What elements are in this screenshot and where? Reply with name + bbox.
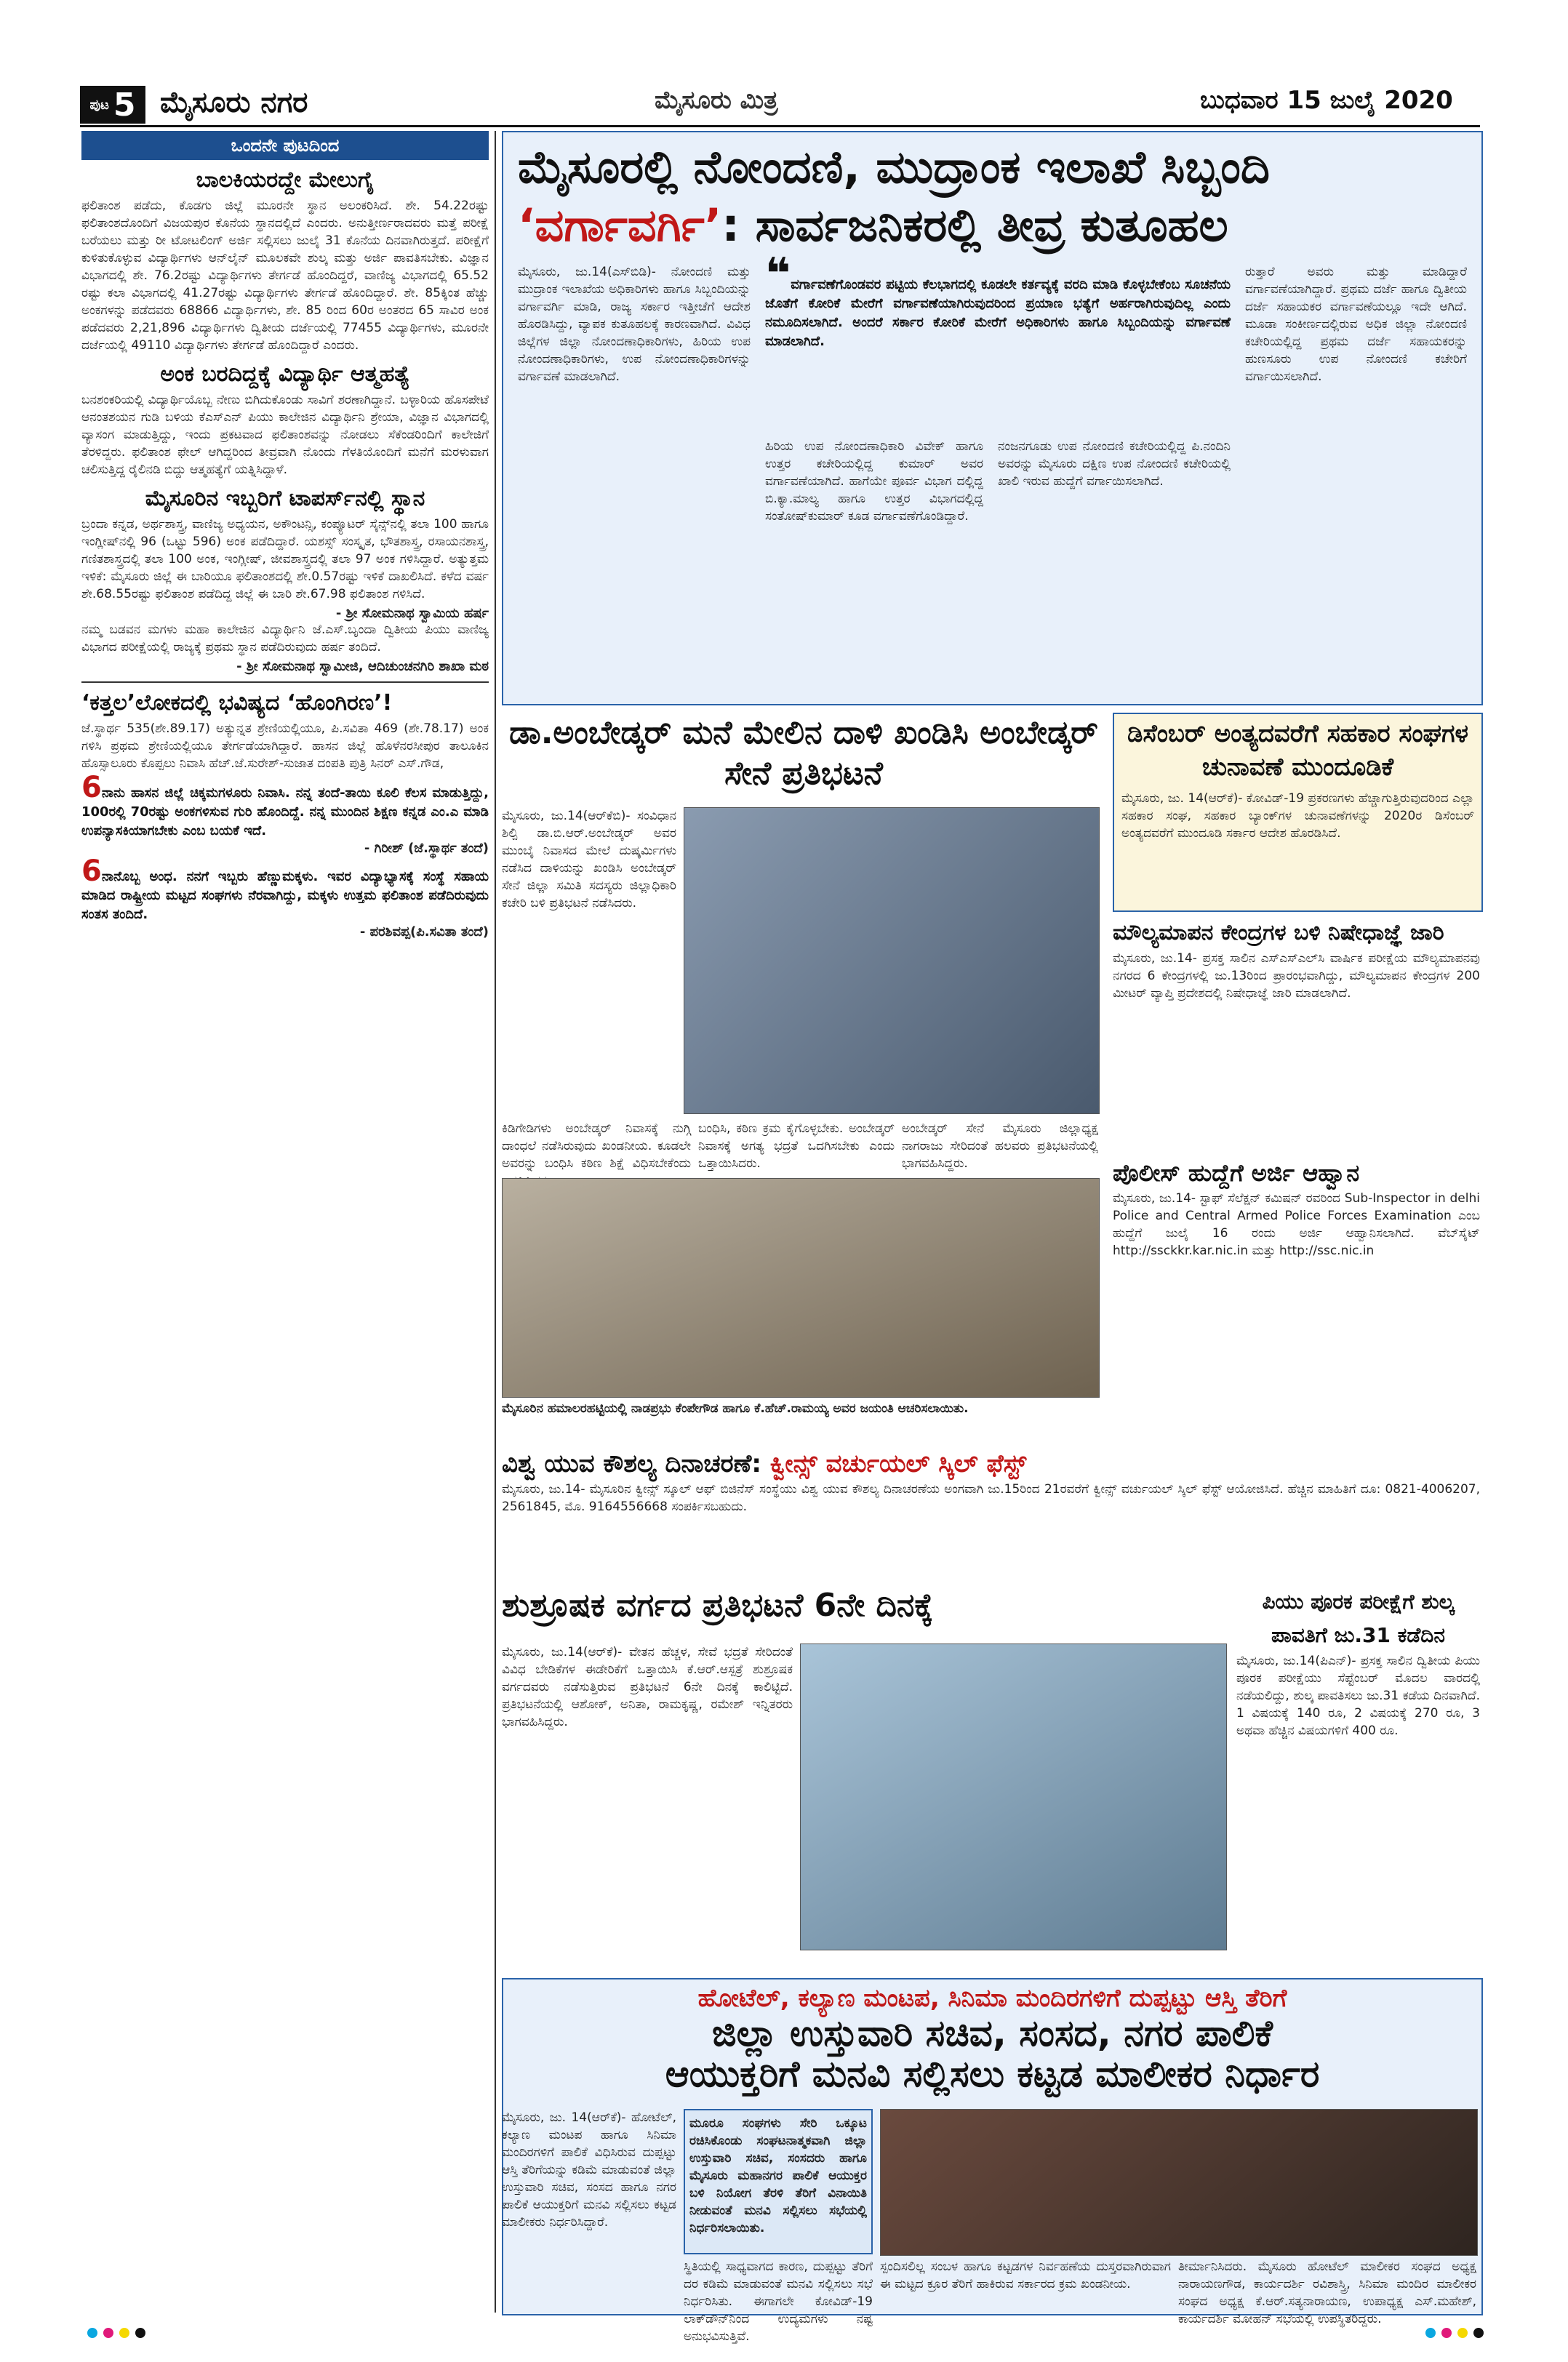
ambedkar-story [502,713,1105,1440]
lead-headline-1: ಮೈಸೂರಲ್ಲಿ ನೋಂದಣಿ, ಮುದ್ರಾಂಕ ಇಲಾಖೆ ಸಿಬ್ಬಂದಿ [518,140,1270,193]
yellow-dot [119,2328,129,2338]
ambedkar-body-4: ಅಂಬೇಡ್ಕರ್ ಸೇನೆ ಮೈಸೂರು ಜಿಲ್ಲಾಧ್ಯಕ್ಷ ನಾಗರಾಜು ಸೇರಿದಂತೆ ಹಲವರು ಪ್ರತಿಭಟನೆಯಲ್ಲಿ ಭಾಗವಹಿಸಿದ್ದರು. [902,1121,1098,1171]
article-body [81,516,489,603]
print-registration-dots-left [87,2327,151,2341]
cooperative-story [1113,713,1483,912]
bottom-kicker: ಹೋಟೆಲ್, ಕಲ್ಯಾಣ ಮಂಟಪ, ಸಿನಿಮಾ ಮಂದಿರಗಳಿಗೆ ದುಪ್ಪಟ್ಟು ಆಸ್ತಿ ತೆರಿಗೆ [697,1984,1287,2013]
police-headline: ಪೊಲೀಸ್ ಹುದ್ದೆಗೆ ಅರ್ಜಿ ಆಹ್ವಾನ [1113,1159,1360,1187]
article-body [81,391,489,479]
edition-date: ಬುಧವಾರ 15 ಜುಲೈ 2020 [1200,86,1453,115]
page-number-badge [80,86,145,124]
evaluation-body: ಮೈಸೂರು, ಜು.14- ಪ್ರಸಕ್ತ ಸಾಲಿನ ಎಸ್‌ಎಸ್‌ಎಲ್‌ಸಿ ವಾರ್ಷಿಕ ಪರೀಕ್ಷೆಯ ಮೌಲ್ಯಮಾಪನವು ನಗರದ 6 ಕೇಂದ್ರಗಳಲ್ಲಿ ಜು.13ರಿಂದ ಪ್ರಾರಂಭವಾಗಿದ್ದು, ಮೌಲ್ಯಮಾಪನ ಕೇಂದ್ರಗಳ 200 ಮೀಟರ್ ವ್ಯಾಪ್ತಿ ಪ್ರದೇಶದಲ್ಲಿ ನಿಷೇಧಾಜ್ಞೆ ಜಾರಿ ಮಾಡಲಾಗಿದೆ. [1113,951,1480,1001]
bottom-column-1: ಮೈಸೂರು, ಜು. 14(ಆರ್‌ಕೆ)- ಹೋಟೆಲ್, ಕಲ್ಯಾಣ ಮಂಟಪ ಹಾಗೂ ಸಿನಿಮಾ ಮಂದಿರಗಳಿಗೆ ಪಾಲಿಕೆ ವಿಧಿಸಿರುವ ದುಪ್ಪಟ್ಟು ಆಸ್ತಿ ತೆರಿಗೆಯನ್ನು ಕಡಿಮೆ ಮಾಡುವಂತೆ ಜಿಲ್ಲಾ ಉಸ್ತುವಾರಿ ಸಚಿವ, ಸಂಸದ ಹಾಗೂ ನಗರ ಪಾಲಿಕೆ ಆಯುಕ್ತರಿಗೆ ಮನವಿ ಸಲ್ಲಿಸಲು ಕಟ್ಟಡ ಮಾಲೀಕರು ನಿರ್ಧರಿಸಿದ್ದಾರೆ. [502,2110,676,2230]
magenta-dot [1441,2328,1452,2338]
ambedkar-body-3: ಬಂಧಿಸಿ, ಕಠಿಣ ಕ್ರಮ ಕೈಗೊಳ್ಳಬೇಕು. ಅಂಬೇಡ್ಕರ್ ನಿವಾಸಕ್ಕೆ ಅಗತ್ಯ ಭದ್ರತೆ ಒದಗಿಸಬೇಕು ಎಂದು ಒತ್ತಾಯಿಸಿದರು. [698,1121,895,1171]
skills-story [502,1447,1480,1571]
ambedkar-body-2: ಕಿಡಿಗೇಡಿಗಳು ಅಂಬೇಡ್ಕರ್ ನಿವಾಸಕ್ಕೆ ನುಗ್ಗಿ ದಾಂಧಲೆ ನಡೆಸಿರುವುದು ಖಂಡನೀಯ. ಕೂಡಲೇ ಅವರನ್ನು ಬಂಧಿಸಿ ಕಠಿಣ ಶಿಕ್ಷೆ ವಿಧಿಸಬೇಕೆಂದು [502,1121,691,1171]
header-rule [80,125,1480,127]
article-heading: ಬಾಲಕಿಯರದ್ದೇ ಮೇಲುಗೈ [196,167,375,193]
lead-headline-rest: : ಸಾರ್ವಜನಿಕರಲ್ಲಿ ತೀವ್ರ ಕುತೂಹಲ [721,199,1228,252]
skills-headline-text: ವಿಶ್ವ ಯುವ ಕೌಶಲ್ಯ ದಿನಾಚರಣೆ: [502,1449,761,1478]
cooperative-headline: ಡಿಸೆಂಬರ್ ಅಂತ್ಯದವರೆಗೆ ಸಹಕಾರ ಸಂಘಗಳ ಚುನಾವಣೆ ಮುಂದೂಡಿಕೆ [1127,719,1468,782]
column-divider [495,131,496,2313]
article-body [81,197,489,354]
nurses-photo [800,1644,1227,1950]
cooperative-body: ಮೈಸೂರು, ಜು. 14(ಆರ್‌ಕೆ)- ಕೋವಿಡ್-19 ಪ್ರಕರಣಗಳು ಹೆಚ್ಚಾಗುತ್ತಿರುವುದರಿಂದ ಎಲ್ಲಾ ಸಹಕಾರ ಸಂಘ, ಸಹಕಾರ ಬ್ಯಾಂಕ್‌ಗಳ ಚುನಾವಣೆಗಳನ್ನು 2020ರ ಡಿಸೆಂಬರ್ ಅಂತ್ಯದವರೆಗೆ ಮುಂದೂಡಿ ಸರ್ಕಾರ ಆದೇಶ ಹೊರಡಿಸಿದೆ. [1121,791,1474,841]
lead-story [502,131,1483,705]
quote-block [81,771,489,841]
paragraph: ನಮ್ಮ ಬಡವನ ಮಗಳು ಮಹಾ ಕಾಲೇಜಿನ ವಿದ್ಯಾರ್ಥಿನಿ ಜೆ.ಎಸ್.ಬೃಂದಾ ದ್ವಿತೀಯ ಪಿಯು ವಾಣಿಜ್ಯ ವಿಭಾಗದ ಪರೀಕ್ಷೆಯಲ್ಲಿ ರಾಜ್ಯಕ್ಕೆ ಪ್ರಥಮ ಸ್ಥಾನ ಪಡೆದಿರುವುದು ಹರ್ಷ ತಂದಿದೆ. [81,622,489,654]
quote-block [81,854,489,924]
quote-text: ನಾನು ಹಾಸನ ಜಿಲ್ಲೆ ಚಿಕ್ಕಮಗಳೂರು ನಿವಾಸಿ. ನನ್ನ ತಂದೆ-ತಾಯಿ ಕೂಲಿ ಕೆಲಸ ಮಾಡುತ್ತಿದ್ದು, 100ರಲ್ಲಿ 70ರಷ್ಟು ಅಂಕಗಳಿಸುವ ಗುರಿ ಹೊಂದಿದ್ದೆ. ನನ್ನ ಮುಂದಿನ ಶಿಕ್ಷಣ ಕನ್ನಡ ಎಂ.ಎ ಮಾಡಿ ಉಪನ್ಯಾಸಕಿಯಾಗಬೇಕು ಎಂಬ ಬಯಕೆ ಇದೆ. [81,785,489,838]
skills-headline-highlight: ಕ್ವೀನ್ಸ್ ವರ್ಚುಯಲ್ ಸ್ಕಿಲ್ ಫೆಸ್ಟ್ [769,1449,1027,1478]
lead-column-2: ಹಿರಿಯ ಉಪ ನೋಂದಣಾಧಿಕಾರಿ ವಿವೇಕ್ ಹಾಗೂ ಉತ್ತರ ಕಚೇರಿಯಲ್ಲಿದ್ದ ಕುಮಾರ್ ಅವರ ವರ್ಗಾವಣೆಯಾಗಿದೆ. ಹಾಗೆಯೇ ಪೂರ್ವ ವಿಭಾಗ ದಲ್ಲಿದ್ದ ಬಿ.ಕ್ಯಾ.ಮಾಲ್ಯ ಹಾಗೂ ಉತ್ತರ ವಿಭಾಗದಲ್ಲಿದ್ದ ಸಂತೋಷ್‌ಕುಮಾರ್ ಕೂಡ ವರ್ಗಾವಣೆಗೊಂಡಿದ್ದಾರೆ. [765,439,983,524]
paragraph: ಬ್ರಂದಾ ಕನ್ನಡ, ಅರ್ಥಶಾಸ್ತ್ರ, ವಾಣಿಜ್ಯ ಅಧ್ಯಯನ, ಅಕೌಂಟನ್ಸಿ, ಕಂಪ್ಯೂಟರ್ ಸೈನ್ಸ್‌ನಲ್ಲಿ ತಲಾ 100 ಹಾಗೂ ಇಂಗ್ಲೀಷ್‌ನಲ್ಲಿ 96 (ಒಟ್ಟು 596) ಅಂಕ ಪಡೆದಿದ್ದಾರೆ. ಯಶಸ್ಸ್ ಸಂಸ್ಕೃತ, ಭೌತಶಾಸ್ತ್ರ, ರಸಾಯನಶಾಸ್ತ್ರ, ಗಣಿತಶಾಸ್ತ್ರದಲ್ಲಿ ತಲಾ 100 ಅಂಕ, ಇಂಗ್ಲೀಷ್, ಜೀವಶಾಸ್ತ್ರದಲ್ಲಿ ತಲಾ 97 ಅಂಕ ಗಳಿಸಿದ್ದಾರೆ. ಅತ್ಯುತ್ತಮ ಇಳಿಕೆ: ಮೈಸೂರು ಜಿಲ್ಲೆ ಈ ಬಾರಿಯೂ ಫಲಿತಾಂಶದಲ್ಲಿ ಶೇ.0.57ರಷ್ಟು ಇಳಿಕೆ ದಾಖಲಿಸಿದೆ. ಕಳೆದ ವರ್ಷ ಶೇ.68.55ರಷ್ಟು ಫಲಿತಾಂಶ ಪಡೆದಿದ್ದ ಜಿಲ್ಲೆ ಈ ಬಾರಿ ಶೇ.67.98 ಫಲಿತಾಂಶ ಗಳಿಸಿದೆ. [81,517,489,601]
quote-text: ನಾನೊಬ್ಬ ಅಂಧ. ನನಗೆ ಇಬ್ಬರು ಹೆಣ್ಣುಮಕ್ಕಳು. ಇವರ ವಿದ್ಯಾಭ್ಯಾಸಕ್ಕೆ ಸಂಸ್ಥೆ ಸಹಾಯ ಮಾಡಿದ ರಾಷ್ಟ್ರೀಯ ಮಟ್ಟದ ಸಂಘಗಳು ನೆರವಾಗಿದ್ದು, ಮಕ್ಕಳು ಉತ್ತಮ ಫಲಿತಾಂಶ ಪಡೆದಿರುವುದು ಸಂತಸ ತಂದಿದೆ. [81,869,489,922]
police-story [1113,1156,1480,1440]
jayanti-photo [502,1178,1100,1398]
quote-mark-icon: ❝ [765,249,791,300]
article-heading: ಅಂಕ ಬರದಿದ್ದಕ್ಕೆ ವಿದ್ಯಾರ್ಥಿ ಆತ್ಮಹತ್ಯೆ [160,361,410,387]
continued-box-title: ಒಂದನೇ ಪುಟದಿಂದ [81,131,489,160]
signature: - ಶ್ರೀ ಸೋಮನಾಥ ಸ್ವಾಮೀಜಿ, ಆದಿಚುಂಚನಗಿರಿ ಶಾಖಾ ಮಠ [236,659,489,674]
paragraph: ಬನಶಂಕರಿಯಲ್ಲಿ ವಿದ್ಯಾರ್ಥಿಯೊಬ್ಬ ನೇಣು ಬಿಗಿದುಕೊಂಡು ಸಾವಿಗೆ ಶರಣಾಗಿದ್ದಾನೆ. ಬಳ್ಳಾರಿಯ ಹೊಸಪೇಟೆ ಆನಂತಶಯನ ಗುಡಿ ಬಳಿಯ ಕೆಎಸ್‌ಎನ್ ಪಿಯು ಕಾಲೇಜಿನ ವಿದ್ಯಾರ್ಥಿನಿ ಶ್ರೇಯಾ, ವಿಜ್ಞಾನ ವಿಭಾಗದಲ್ಲಿ ವ್ಯಾಸಂಗ ಮಾಡುತ್ತಿದ್ದು, ಇಂದು ಪ್ರಕಟವಾದ ಫಲಿತಾಂಶವನ್ನು ನೋಡಲು ಸೆಕೆಂಡರಿಂದಿಗೆ ಕಾಲೇಜಿಗೆ ತೆರಳಿದ್ದರು. ಫಲಿತಾಂಶ ಫೇಲ್ ಆಗಿದ್ದರಿಂದ ತೀವ್ರವಾಗಿ ನೊಂದು ಗೆಳತಿಯೊಂದಿಗೆ ಮನೆಗೆ ಮರಳುವಾಗ ಚಲಿಸುತ್ತಿದ್ದ ರೈಲಿನಡಿ ಬಿದ್ದು ಆತ್ಮಹತ್ಯೆಗೆ ಯತ್ನಿಸಿದ್ದಾಳೆ. [81,393,489,477]
paragraph: ಜೆ.ಸ್ಥಾರ್ಥ 535(ಶೇ.89.17) ಅತ್ಯುನ್ನತ ಶ್ರೇಣಿಯಲ್ಲಿಯೂ, ಪಿ.ಸವಿತಾ 469 (ಶೇ.78.17) ಅಂಕ ಗಳಿಸಿ ಪ್ರಥಮ ಶ್ರೇಣಿಯಲ್ಲಿಯೂ ತೇರ್ಗಡೆಯಾಗಿದ್ದಾರೆ. ಹಾಸನ ಜಿಲ್ಲೆ ಹೊಳೆನರಸೀಪುರ ತಾಲೂಕಿನ ಹೊಸ್ಸಾಲೂರು ಕೊಪ್ಪಲು ನಿವಾಸಿ ಹೆಚ್.ಜೆ.ಸುರೇಶ್-ಸುಜಾತ ದಂಪತಿ ಪುತ್ರಿ ಸಿನರ್ ಎಸ್.ಗೌಡ, [81,721,489,771]
signature: - ಗಿರೀಶ್ (ಜೆ.ಸ್ಥಾರ್ಥ ತಂದೆ) [364,841,489,856]
protest-photo [684,807,1100,1114]
magenta-dot [103,2328,113,2338]
puc-story [1236,1585,1480,1963]
photo-caption: ಮೈಸೂರಿನ ಹಮಾಲರಹಟ್ಟಿಯಲ್ಲಿ ನಾಡಪ್ರಭು ಕೆಂಪೇಗೌಡ ಹಾಗೂ ಕೆ.ಹೆಚ್.ರಾಮಯ್ಯ ಅವರ ಜಯಂತಿ ಆಚರಿಸಲಾಯಿತು. [502,1401,969,1416]
article-heading: ‘ಕತ್ತಲ’ಲೋಕದಲ್ಲಿ ಭವಿಷ್ಯದ ‘ಹೊಂಗಿರಣ’! [81,690,393,716]
paragraph: ಫಲಿತಾಂಶ ಪಡೆದು, ಕೊಡಗು ಜಿಲ್ಲೆ ಮೂರನೇ ಸ್ಥಾನ ಅಲಂಕರಿಸಿದೆ. ಶೇ. 54.22ರಷ್ಟು ಫಲಿತಾಂಶದೊಂದಿಗೆ ವಿಜಯಪುರ ಕೊನೆಯ ಸ್ಥಾನದಲ್ಲಿದೆ ಎಂದರು. ಅನುತ್ತೀರ್ಣರಾದವರು ಮತ್ತೆ ಪರೀಕ್ಷೆ ಬರೆಯಲು ಮತ್ತು ರೀ ಟೋಟಲಿಂಗ್ ಅರ್ಜಿ ಸಲ್ಲಿಸಲು ಜುಲೈ 31 ಕೊನೆಯ ದಿನವಾಗಿರುತ್ತದೆ. ಪರೀಕ್ಷೆಗೆ ಕುಳಿತುಕೊಳ್ಳುವ ವಿದ್ಯಾರ್ಥಿಗಳು ಆನ್‌ಲೈನ್ ಮೂಲಕವೇ ಶುಲ್ಕ ಮತ್ತು ಅರ್ಜಿ ಪಾವತಿಸಬೇಕು. ವಿಜ್ಞಾನ ವಿಭಾಗದಲ್ಲಿ ಶೇ. 76.2ರಷ್ಟು ವಿದ್ಯಾರ್ಥಿಗಳು ತೇರ್ಗಡೆ ಹೊಂದಿದ್ದರೆ, ವಾಣಿಜ್ಯ ವಿಭಾಗದಲ್ಲಿ 65.52 ರಷ್ಟು ಕಲಾ ವಿಭಾಗದಲ್ಲಿ 41.27ರಷ್ಟು ವಿದ್ಯಾರ್ಥಿಗಳು ತೇರ್ಗಡೆ ಹೊಂದಿದ್ದಾರೆ. ಶೇ. 85ಕ್ಕಿಂತ ಹೆಚ್ಚು ಅಂಕಗಳನ್ನು ಪಡೆದವರು 68866 ವಿದ್ಯಾರ್ಥಿಗಳು, ಶೇ. 85 ರಿಂದ 60ರ ಅಂತರದ 65 ಸಾವಿರ ಅಂಕ ಪಡೆದವರು 2,21,896 ವಿದ್ಯಾರ್ಥಿಗಳು ದ್ವಿತೀಯ ದರ್ಜೆಯಲ್ಲಿ 77455 ವಿದ್ಯಾರ್ಥಿಗಳು, ಮೂರನೇ ದರ್ಜೆಯಲ್ಲಿ 49110 ವಿದ್ಯಾರ್ಥಿಗಳು ತೇರ್ಗಡೆ ಹೊಂದಿದ್ದಾರೆ ಎಂದರು. [81,199,489,353]
article-body [81,621,489,656]
masthead: ಮೈಸೂರು ಮಿತ್ರ [655,86,778,115]
page-number: 5 [113,86,136,124]
evaluation-story [1113,916,1480,1149]
puc-headline: ಪಿಯು ಪೂರಕ ಪರೀಕ್ಷೆಗೆ ಶುಲ್ಕ ಪಾವತಿಗೆ ಜು.31 ಕಡೆದಿನ [1262,1590,1455,1647]
signature: - ಪರಶಿವಪ್ಪ(ಪಿ.ಸವಿತಾ ತಂದೆ) [359,924,489,940]
section-title: ಮೈಸೂರು ನಗರ [160,86,308,119]
cyan-dot [87,2328,97,2338]
nurses-body: ಮೈಸೂರು, ಜು.14(ಆರ್‌ಕೆ)- ವೇತನ ಹೆಚ್ಚಳ, ಸೇವೆ ಭದ್ರತೆ ಸೇರಿದಂತೆ ವಿವಿಧ ಬೇಡಿಕೆಗಳ ಈಡೇರಿಕೆಗೆ ಒತ್ತಾಯಿಸಿ ಕೆ.ಆರ್.ಆಸ್ಪತ್ರೆ ಶುಶ್ರೂಷಕ ವರ್ಗದವರು ನಡೆಸುತ್ತಿರುವ ಪ್ರತಿಭಟನೆ 6ನೇ ದಿನಕ್ಕೆ ಕಾಲಿಟ್ಟಿದೆ. ಪ್ರತಿಭಟನೆಯಲ್ಲಿ ಆಶೋಕ್, ಅನಿತಾ, ರಾಮಕೃಷ್ಣ, ರಮೇಶ್ ಇನ್ನಿತರರು ಭಾಗವಹಿಸಿದ್ದರು. [502,1645,793,1729]
black-dot [1473,2328,1484,2338]
page-label: ಪುಟ [89,97,109,113]
ambedkar-body-1: ಮೈಸೂರು, ಜು.14(ಆರ್‌ಕೆಬಿ)- ಸಂವಿಧಾನ ಶಿಲ್ಪಿ ಡಾ.ಬಿ.ಆರ್.ಅಂಬೇಡ್ಕರ್ ಅವರ ಮುಂಬೈ ನಿವಾಸದ ಮೇಲೆ ದುಷ್ಕರ್ಮಿಗಳು ನಡೆಸಿದ ದಾಳಿಯನ್ನು ಖಂಡಿಸಿ ಅಂಬೇಡ್ಕರ್ ಸೇನೆ ಜಿಲ್ಲಾ ಸಮಿತಿ ಸದಸ್ಯರು ಜಿಲ್ಲಾಧಿಕಾರಿ ಕಚೇರಿ ಬಳಿ ಪ್ರತಿಭಟನೆ ನಡೆಸಿದರು. [502,809,676,910]
skills-headline [502,1447,1480,1481]
lead-headline-highlight: ‘ವರ್ಗಾವರ್ಗಿ’ [518,199,722,252]
nurses-story [502,1585,1229,1963]
lead-column-4: ರುತ್ತಾರೆ ಅವರು ಮತ್ತು ಮಾಡಿದ್ದಾರೆ ವರ್ಗಾವಣೆಯಾಗಿದ್ದಾರೆ. ಪ್ರಥಮ ದರ್ಜೆ ಹಾಗೂ ದ್ವಿತೀಯ ದರ್ಜೆ ಸಹಾಯಕರ ವರ್ಗಾವಣೆಯಲ್ಲೂ ಇದೇ ಆಗಿದೆ. ಮೂಡಾ ಸಂಕೀರ್ಣದಲ್ಲಿರುವ ಅಧಿಕ ಜಿಲ್ಲಾ ನೋಂದಣಿ ಕಚೇರಿಯಲ್ಲಿದ್ದ ಪ್ರಥಮ ದರ್ಜೆ ಸಹಾಯಕರನ್ನು ಹುಣಸೂರು ಉಪ ನೋಂದಣಿ ಕಚೇರಿಗೆ ವರ್ಗಾಯಿಸಲಾಗಿದೆ. [1245,265,1467,384]
police-body: ಮೈಸೂರು, ಜು.14- ಸ್ಟಾಫ್ ಸೆಲೆಕ್ಷನ್ ಕಮಿಷನ್ ರವರಿಂದ Sub-Inspector in delhi Police and Central Armed Police Forces Examination ಎಂಬ ಹುದ್ದೆಗೆ ಜುಲೈ 16 ರಂದು ಅರ್ಜಿ ಆಹ್ವಾನಿಸಲಾಗಿದೆ. ವೆಬ್‌ಸೈಟ್ http://ssckkr.kar.nic.in ಮತ್ತು http://ssc.nic.in [1113,1191,1480,1258]
lead-pull-quote [765,249,1231,431]
left-column [81,131,489,2313]
signature: - ಶ್ರೀ ಸೋಮನಾಥ ಸ್ವಾಮಿಯ ಹರ್ಷ [335,606,489,621]
cyan-dot [1425,2328,1436,2338]
meeting-photo [880,2109,1478,2256]
photo-caption-2: ತೀರ್ಮಾನಿಸಿದರು. ಮೈಸೂರು ಹೋಟೆಲ್ ಮಾಲೀಕರ ಸಂಘದ ಅಧ್ಯಕ್ಷ ನಾರಾಯಣಗೌಡ, ಕಾರ್ಯದರ್ಶಿ ರವಿಶಾಸ್ತ್ರಿ, ಸಿನಿಮಾ ಮಂದಿರ ಮಾಲೀಕರ ಸಂಘದ ಅಧ್ಯಕ್ಷ ಕೆ.ಆರ್.ಸತ್ಯನಾರಾಯಣ, ಉಪಾಧ್ಯಕ್ಷ ಎಸ್.ಮಹೇಶ್, ಕಾರ್ಯದರ್ಶಿ ಮೋಹನ್ ಸಭೆಯಲ್ಲಿ ಉಪಸ್ಥಿತರಿದ್ದರು. [1178,2259,1476,2326]
puc-body: ಮೈಸೂರು, ಜು.14(ಪಿಎನ್)- ಪ್ರಸಕ್ತ ಸಾಲಿನ ದ್ವಿತೀಯ ಪಿಯು ಪೂರಕ ಪರೀಕ್ಷೆಯು ಸೆಪ್ಟೆಂಬರ್ ಮೊದಲ ವಾರದಲ್ಲಿ ನಡೆಯಲಿದ್ದು, ಶುಲ್ಕ ಪಾವತಿಸಲು ಜು.31 ಕಡೆಯ ದಿನವಾಗಿದೆ. 1 ವಿಷಯಕ್ಕೆ 140 ರೂ, 2 ವಿಷಯಕ್ಕೆ 270 ರೂ, 3 ಅಥವಾ ಹೆಚ್ಚಿನ ವಿಷಯಗಳಿಗೆ 400 ರೂ. [1236,1654,1480,1738]
skills-body: ಮೈಸೂರು, ಜು.14- ಮೈಸೂರಿನ ಕ್ವೀನ್ಸ್ ಸ್ಕೂಲ್ ಆಫ್ ಬಿಜಿನೆಸ್ ಸಂಸ್ಥೆಯು ವಿಶ್ವ ಯುವ ಕೌಶಲ್ಯ ದಿನಾಚರಣೆಯ ಅಂಗವಾಗಿ ಜು.15ರಿಂದ 21ರವರೆಗೆ ಕ್ವೀನ್ಸ್ ವರ್ಚುಯಲ್ ಸ್ಕಿಲ್ ಫೆಸ್ಟ್ ಆಯೋಜಿಸಿದೆ. ಹೆಚ್ಚಿನ ಮಾಹಿತಿಗೆ ದೂ: 0821-4006207, 2561845, ಮೊ. 9164556668 ಸಂಪರ್ಕಿಸಬಹುದು. [502,1482,1480,1514]
lead-column-3: ನಂಜನಗೂಡು ಉಪ ನೋಂದಣಿ ಕಚೇರಿಯಲ್ಲಿದ್ದ ಪಿ.ನಂದಿನಿ ಅವರನ್ನು ಮೈಸೂರು ದಕ್ಷಿಣ ಉಪ ನೋಂದಣಿ ಕಚೇರಿಯಲ್ಲಿ ಖಾಲಿ ಇರುವ ಹುದ್ದೆಗೆ ವರ್ಗಾಯಿಸಲಾಗಿದೆ. [998,439,1231,489]
black-dot [135,2328,145,2338]
bottom-highlight-box [684,2109,873,2254]
print-registration-dots-right [1425,2327,1489,2341]
photo-caption-1: ಸ್ಪಂದಿಸಲಿಲ್ಲ ಸಂಬಳ ಹಾಗೂ ಕಟ್ಟಡಗಳ ನಿರ್ವಹಣೆಯ ದುಸ್ತರವಾಗಿರುವಾಗ ಈ ಮಟ್ಟದ ಕ್ರೂರ ತೆರಿಗೆ ಹಾಕಿರುವ ಸರ್ಕಾರದ ಕ್ರಮ ಖಂಡನೀಯ. [880,2259,1171,2291]
evaluation-headline: ಮೌಲ್ಯಮಾಪನ ಕೇಂದ್ರಗಳ ಬಳಿ ನಿಷೇಧಾಜ್ಞೆ ಜಾರಿ [1113,920,1444,945]
bottom-headline-1: ಜಿಲ್ಲಾ ಉಸ್ತುವಾರಿ ಸಚಿವ, ಸಂಸದ, ನಗರ ಪಾಲಿಕೆ [712,2012,1273,2054]
highlight-box-text: ಮೂರೂ ಸಂಘಗಳು ಸೇರಿ ಒಕ್ಕೂಟ ರಚಿಸಿಕೊಂಡು ಸಂಘಟನಾತ್ಮಕವಾಗಿ ಜಿಲ್ಲಾ ಉಸ್ತುವಾರಿ ಸಚಿವ, ಸಂಸದರು ಹಾಗೂ ಮೈಸೂರು ಮಹಾನಗರ ಪಾಲಿಕೆ ಆಯುಕ್ತರ ಬಳಿ ನಿಯೋಗ ತೆರಳಿ ತೆರಿಗೆ ವಿನಾಯಿತಿ ನೀಡುವಂತೆ ಮನವಿ ಸಲ್ಲಿಸಲು ಸಭೆಯಲ್ಲಿ ನಿರ್ಧರಿಸಲಾಯಿತು. [689,2116,867,2235]
yellow-dot [1457,2328,1468,2338]
bottom-column-2: ಸ್ಥಿತಿಯಲ್ಲಿ ಸಾಧ್ಯವಾಗದ ಕಾರಣ, ದುಪ್ಪಟ್ಟು ತೆರಿಗೆ ದರ ಕಡಿಮೆ ಮಾಡುವಂತೆ ಮನವಿ ಸಲ್ಲಿಸಲು ಸಭೆ ನಿರ್ಧರಿಸಿತು. ಈಗಾಗಲೇ ಕೋವಿಡ್-19 ಲಾಕ್‌ಡೌನ್‌ನಿಂದ ಉದ್ಯಮಗಳು ನಷ್ಟ ಅನುಭವಿಸುತ್ತಿವೆ. [684,2259,873,2344]
ambedkar-headline: ಡಾ.ಅಂಬೇಡ್ಕರ್ ಮನೆ ಮೇಲಿನ ದಾಳಿ ಖಂಡಿಸಿ ಅಂಬೇಡ್ಕರ್ ಸೇನೆ ಪ್ರತಿಭಟನೆ [509,714,1098,792]
article-body [81,720,489,772]
article-heading: ಮೈಸೂರಿನ ಇಬ್ಬರಿಗೆ ಟಾಪರ್ಸ್‌ನಲ್ಲಿ ಸ್ಥಾನ [145,486,425,511]
lead-column-1: ಮೈಸೂರು, ಜು.14(ಎಸ್‌ಬಿಡಿ)- ನೋಂದಣಿ ಮತ್ತು ಮುದ್ರಾಂಕ ಇಲಾಖೆಯ ಅಧಿಕಾರಿಗಳು ಹಾಗೂ ಸಿಬ್ಬಂದಿಯನ್ನು ವರ್ಗಾವರ್ಗಿ ಮಾಡಿ, ರಾಜ್ಯ ಸರ್ಕಾರ ಇತ್ತೀಚೆಗೆ ಆದೇಶ ಹೊರಡಿಸಿದ್ದು, ವ್ಯಾಪಕ ಕುತೂಹಲಕ್ಕೆ ಕಾರಣವಾಗಿದೆ. ವಿವಿಧ ಜಿಲ್ಲೆಗಳ ಜಿಲ್ಲಾ ನೋಂದಣಾಧಿಕಾರಿಗಳು, ಹಿರಿಯ ಉಪ ನೋಂದಣಾಧಿಕಾರಿಗಳು, ಉಪ ನೋಂದಣಾಧಿಕಾರಿಗಳನ್ನು ವರ್ಗಾವಣೆ ಮಾಡಲಾಗಿದೆ. [518,265,751,384]
nurses-headline: ಶುಶ್ರೂಷಕ ವರ್ಗದ ಪ್ರತಿಭಟನೆ 6ನೇ ದಿನಕ್ಕೆ [502,1587,934,1624]
pull-quote-text: ವರ್ಗಾವಣೆಗೊಂಡವರ ಪಟ್ಟಿಯ ಕೆಲಭಾಗದಲ್ಲಿ ಕೂಡಲೇ ಕರ್ತವ್ಯಕ್ಕೆ ವರದಿ ಮಾಡಿ ಕೊಳ್ಳಬೇಕೆಂಬ ಸೂಚನೆಯ ಜೊತೆಗೆ ಕೋರಿಕೆ ಮೇರೆಗೆ ವರ್ಗಾವಣೆಯಾಗಿರುವುದರಿಂದ ಪ್ರಯಾಣ ಭತ್ಯೆಗೆ ಅರ್ಹರಾಗಿರುವುದಿಲ್ಲ ಎಂದು ನಮೂದಿಸಲಾಗಿದೆ. ಅಂದರೆ ಸರ್ಕಾರ ಕೋರಿಕೆ ಮೇರೆಗೆ ಅಧಿಕಾರಿಗಳು ಹಾಗೂ ಸಿಬ್ಬಂದಿಯನ್ನು ವರ್ಗಾವಣೆ ಮಾಡಲಾಗಿದೆ. [765,277,1231,349]
divider [81,681,489,683]
lead-headline-2 [503,196,1481,255]
quote-numeral: 6 [81,854,102,888]
bottom-headline-2: ಆಯುಕ್ತರಿಗೆ ಮನವಿ ಸಲ್ಲಿಸಲು ಕಟ್ಟಡ ಮಾಲೀಕರ ನಿರ್ಧಾರ [665,2053,1320,2095]
quote-numeral: 6 [81,771,102,804]
